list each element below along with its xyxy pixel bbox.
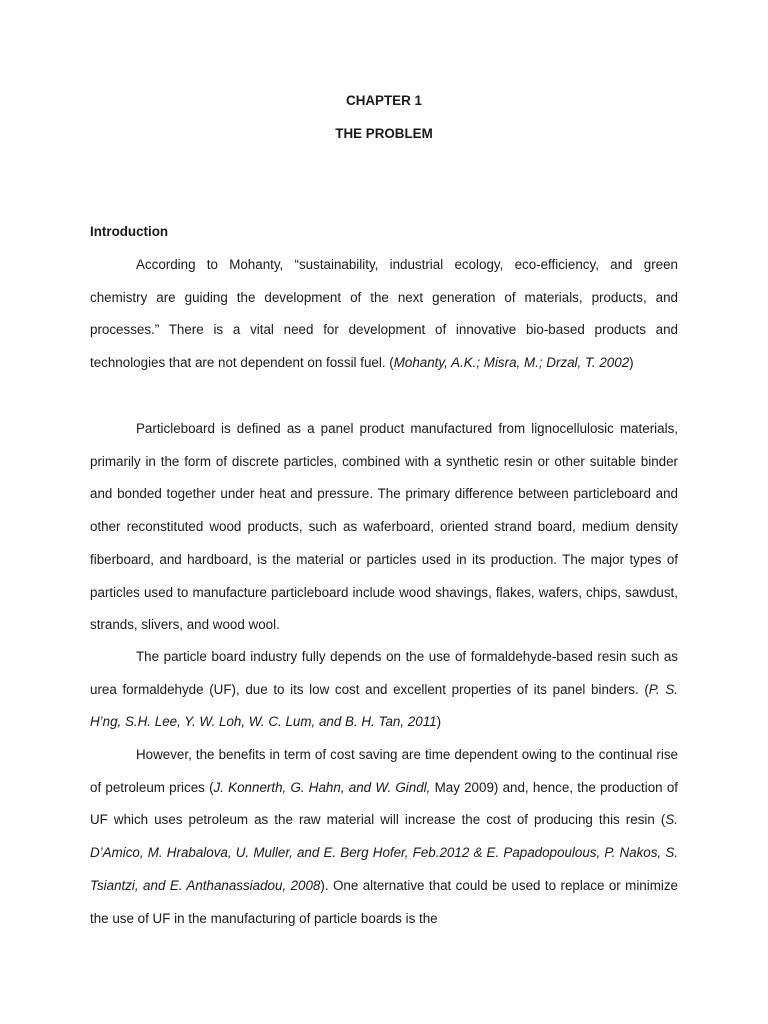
paragraph-3-close: ) [436,714,442,730]
paragraph-1-text: According to Mohanty, “sustainability, industrial ecology, eco-efficiency, and green chemistry are guiding the development of the next generation of materials, products, and processes.” There is a vital need for development of innovative bio-based products and technologies that are not dependent on fossil fuel. ( [90,257,678,371]
paragraph-3 [90,641,678,739]
paragraph-4-citation-a: J. Konnerth, G. Hahn, and W. Gindl, [213,779,431,795]
paragraph-4-text-b: May 2009) and, hence, the production of UF which uses petroleum as the raw material will increase the cost of producing this resin ( [90,779,679,828]
paragraph-1-citation: Mohanty, A.K.; Misra, M.; Drzal, T. 2002 [393,355,630,371]
chapter-number: CHAPTER 1 [346,93,422,108]
paragraph-3-text: The particle board industry fully depends on the use of formaldehyde-based resin such as urea formaldehyde (UF), due to its low cost and excellent properties of its panel binders. ( [90,649,678,697]
paragraph-4-text-a: However, the benefits in term of cost saving are time dependent owing to the continual rise of petroleum prices ( [90,747,678,795]
paragraph-4-text-c: ). One alternative that could be used to replace or minimize the use of UF in the manufacturing of particle boards is the [90,877,678,926]
paragraph-4 [90,739,678,935]
section-heading: Introduction [90,224,169,239]
chapter-title: THE PROBLEM [335,126,433,141]
paragraph-1-close: ) [629,355,634,371]
paragraph-2 [90,413,678,642]
paragraph-3-citation: P. S. H’ng, S.H. Lee, Y. W. Loh, W. C. Lum, and B. H. Tan, 2011 [90,681,679,730]
paragraph-1 [90,249,678,380]
paragraph-4-citation-b: S. D’Amico, M. Hrabalova, U. Muller, and E. Berg Hofer, Feb.2012 & E. Papadopoulous, P. Nakos, S. Tsiantzi, and E. Anthanassiadou, 2008 [90,812,678,893]
paragraph-2-text: Particleboard is defined as a panel product manufactured from lignocellulosic materials, primarily in the form of discrete particles, combined with a synthetic resin or other suitable binder and bonded together under heat and pressure. The primary difference between particleboard and other reconstituted wood products, such as waferboard, oriented strand board, medium density fiberboard, and hardboard, is the material or particles used in its production. The major types of particles used to manufacture particleboard include wood shavings, flakes, wafers, chips, sawdust, strands, slivers, and wood wool. [90,421,678,633]
